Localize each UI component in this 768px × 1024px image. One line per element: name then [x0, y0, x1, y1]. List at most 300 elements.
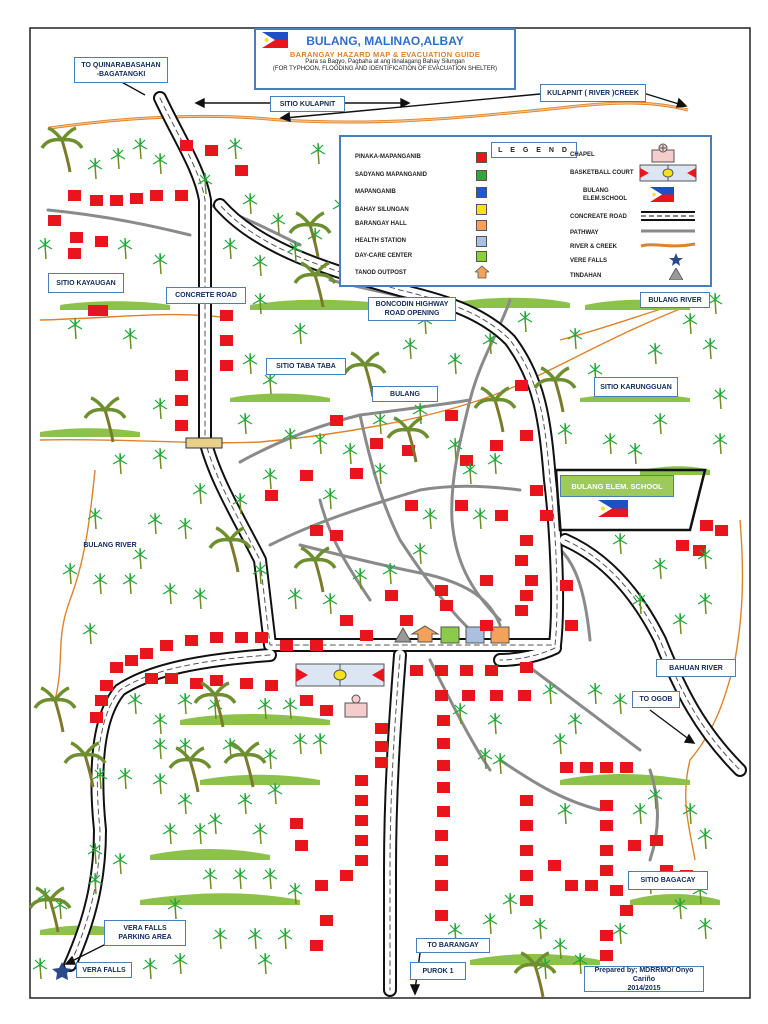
hazard-house	[437, 760, 450, 771]
palm-tree-icon	[613, 923, 627, 944]
large-tree-icon	[42, 128, 82, 172]
hazard-house	[68, 248, 81, 259]
palm-tree-icon	[613, 693, 627, 714]
palm-tree-icon	[153, 448, 167, 469]
chapel	[345, 695, 367, 717]
hazard-house	[600, 845, 613, 856]
palm-tree-icon	[713, 433, 727, 454]
hazard-house	[437, 806, 450, 817]
legend-label-chapel: CHAPEL	[570, 152, 595, 158]
palm-tree-icon	[698, 828, 712, 849]
hazard-house	[220, 335, 233, 346]
hazard-house	[620, 762, 633, 773]
school-flag-legend-icon	[650, 187, 674, 202]
palm-tree-icon	[153, 153, 167, 174]
palm-tree-icon	[653, 413, 667, 434]
hazard-house	[385, 590, 398, 601]
hazard-house	[95, 305, 108, 316]
legend-title: L E G E N D	[491, 142, 577, 158]
hazard-house	[610, 885, 623, 896]
tindahan-icon	[395, 628, 411, 642]
palm-tree-icon	[703, 338, 717, 359]
hazard-house	[95, 236, 108, 247]
palm-tree-icon	[153, 253, 167, 274]
palm-tree-icon	[178, 693, 192, 714]
hazard-house	[220, 360, 233, 371]
hazard-house	[290, 818, 303, 829]
hazard-house	[175, 420, 188, 431]
hazard-house	[490, 440, 503, 451]
hazard-house	[462, 690, 475, 701]
palm-tree-icon	[698, 593, 712, 614]
label-purok-1: PUROK 1	[410, 962, 466, 980]
hazard-house	[375, 741, 388, 752]
label-sitio-taba-taba: SITIO TABA TABA	[266, 358, 346, 375]
hazard-house	[355, 835, 368, 846]
hazard-house	[600, 865, 613, 876]
palm-tree-icon	[311, 143, 325, 164]
palm-tree-icon	[93, 573, 107, 594]
hazard-house	[515, 555, 528, 566]
legend-label-tindahan: TINDAHAN	[570, 273, 602, 279]
hazard-house	[110, 662, 123, 673]
palm-tree-icon	[278, 928, 292, 949]
river-legend-icon	[639, 240, 697, 250]
hazard-house	[185, 635, 198, 646]
legend-label-barangay-hall: BARANGAY HALL	[355, 221, 407, 227]
palm-tree-icon	[488, 713, 502, 734]
palm-tree-icon	[448, 353, 462, 374]
hazard-house	[515, 605, 528, 616]
palm-tree-icon	[153, 738, 167, 759]
hazard-house	[490, 690, 503, 701]
pathway-legend-icon	[639, 227, 697, 235]
palm-tree-icon	[553, 733, 567, 754]
hazard-house	[580, 762, 593, 773]
large-tree-icon	[295, 548, 335, 592]
palm-tree-icon	[163, 583, 177, 604]
hazard-house	[70, 232, 83, 243]
day-care-center-icon	[441, 627, 459, 643]
label-vera-falls-parking: VERA FALLS PARKING AREA	[104, 920, 186, 946]
legend-swatch-barangay-hall	[476, 220, 487, 231]
hazard-house	[460, 665, 473, 676]
hazard-house	[565, 620, 578, 631]
hazard-house	[310, 525, 323, 536]
map-title: BULANG, MALINAO,ALBAY	[306, 34, 464, 48]
hazard-house	[518, 690, 531, 701]
palm-tree-icon	[208, 813, 222, 834]
kulapnit-creek-inner	[50, 103, 688, 128]
hazard-house	[520, 662, 533, 673]
hazard-house	[620, 905, 633, 916]
bahuan-river	[686, 520, 743, 860]
palm-tree-icon	[293, 323, 307, 344]
hazard-house	[160, 640, 173, 651]
hazard-house	[175, 370, 188, 381]
palm-tree-icon	[203, 868, 217, 889]
palm-tree-icon	[558, 803, 572, 824]
hazard-house	[565, 880, 578, 891]
palm-tree-icon	[268, 783, 282, 804]
tanod-outpost-legend-icon	[475, 265, 489, 279]
palm-tree-icon	[123, 328, 137, 349]
legend-swatch-sadyang-mapanganid	[476, 170, 487, 181]
vera-falls-legend-icon	[669, 253, 683, 267]
hazard-house	[435, 830, 448, 841]
hazard-house	[320, 705, 333, 716]
palm-tree-icon	[648, 788, 662, 809]
label-vera-falls: VERA FALLS	[76, 962, 132, 978]
hazard-house	[280, 640, 293, 651]
legend-label-pathway: PATHWAY	[570, 230, 599, 236]
map-subtitle: BARANGAY HAZARD MAP & EVACUATION GUIDE	[289, 50, 481, 59]
palm-tree-icon	[323, 488, 337, 509]
palm-tree-icon	[628, 443, 642, 464]
label-to-ogob: TO OGOB	[632, 691, 680, 708]
hazard-house	[240, 678, 253, 689]
hazard-house	[140, 648, 153, 659]
hazard-house	[520, 535, 533, 546]
palm-tree-icon	[243, 353, 257, 374]
hazard-house	[310, 640, 323, 651]
hazard-house	[520, 795, 533, 806]
hazard-house	[405, 500, 418, 511]
legend-label-bulang-elem-school: BULANG ELEM.SCHOOL	[583, 188, 628, 202]
palm-tree-icon	[148, 513, 162, 534]
palm-tree-icon	[568, 713, 582, 734]
palm-tree-icon	[193, 483, 207, 504]
hazard-house	[700, 520, 713, 531]
hazard-house	[330, 415, 343, 426]
hazard-house	[175, 190, 188, 201]
palm-tree-icon	[488, 453, 502, 474]
kulapnit-creek	[50, 103, 688, 128]
hazard-house	[145, 673, 158, 684]
hazard-house	[95, 695, 108, 706]
palm-tree-icon	[423, 508, 437, 529]
hazard-house	[355, 795, 368, 806]
label-to-quinarabasahan: TO QUINARABASAHAN -BAGATANGKI	[74, 57, 168, 83]
hazard-house	[600, 820, 613, 831]
hazard-house	[600, 762, 613, 773]
hazard-house	[600, 950, 613, 961]
hazard-house	[375, 757, 388, 768]
map-tagalog-subtitle: Para sa Bagyo, Pagbaha at ang itinalagang Bahay Silungan	[305, 59, 465, 65]
palm-tree-icon	[63, 563, 77, 584]
basketball-court	[296, 664, 384, 686]
hazard-house	[540, 510, 553, 521]
label-boncodin-highway: BONCODIN HIGHWAY ROAD OPENING	[368, 297, 456, 321]
palm-tree-icon	[253, 255, 267, 276]
palm-tree-icon	[113, 853, 127, 874]
hazard-house	[375, 723, 388, 734]
hazard-house	[165, 673, 178, 684]
concrete-road-legend-icon	[639, 209, 697, 223]
hazard-house	[235, 165, 248, 176]
palm-tree-icon	[258, 953, 272, 974]
hazard-house	[600, 930, 613, 941]
hazard-house	[560, 580, 573, 591]
palm-tree-icon	[403, 338, 417, 359]
hazard-house	[350, 468, 363, 479]
legend-label-pinaka-mapanganib: PINAKA-MAPANGANIB	[355, 154, 421, 160]
hazard-house	[100, 680, 113, 691]
hazard-house	[445, 410, 458, 421]
hazard-house	[355, 855, 368, 866]
hazard-house	[400, 615, 413, 626]
palm-tree-icon	[118, 238, 132, 259]
tindahan-legend-icon	[669, 268, 683, 280]
legend-swatch-health-station	[476, 236, 487, 247]
basketball-court-legend-icon	[639, 164, 697, 182]
palm-tree-icon	[193, 823, 207, 844]
label-kulapnit-creek: KULAPNIT ( RIVER )CREEK	[540, 84, 646, 102]
hazard-house	[265, 490, 278, 501]
hazard-house	[628, 840, 641, 851]
legend-label-bahay-silungan: BAHAY SILUNGAN	[355, 207, 409, 213]
label-to-barangay: TO BARANGAY	[416, 938, 490, 953]
map-english-subtitle: (FOR TYPHOON, FLOODING AND IDENTIFICATION OF EVACUATION SHELTER)	[272, 66, 498, 72]
hazard-house	[235, 632, 248, 643]
legend-swatch-pinaka-mapanganib	[476, 152, 487, 163]
hazard-house	[130, 193, 143, 204]
palm-tree-icon	[243, 193, 257, 214]
hazard-house	[355, 815, 368, 826]
hazard-house	[210, 675, 223, 686]
palm-tree-icon	[613, 533, 627, 554]
palm-tree-icon	[153, 773, 167, 794]
hazard-house	[435, 690, 448, 701]
palm-tree-icon	[588, 683, 602, 704]
hazard-house	[437, 782, 450, 793]
label-bulang-elem-school: BULANG ELEM. SCHOOL	[560, 475, 674, 497]
hazard-house	[560, 762, 573, 773]
legend-label-mapanganib: MAPANGANIB	[355, 189, 396, 195]
philippine-flag-icon	[262, 32, 288, 48]
palm-tree-icon	[68, 318, 82, 339]
bulang-river-left	[55, 470, 95, 700]
hazard-house	[125, 655, 138, 666]
hazard-house	[175, 395, 188, 406]
palm-tree-icon	[38, 238, 52, 259]
hazard-house	[255, 632, 268, 643]
hazard-house	[180, 140, 193, 151]
label-bulang-river-ne: BULANG RIVER	[640, 292, 710, 308]
palm-tree-icon	[288, 588, 302, 609]
hazard-house	[530, 485, 543, 496]
hazard-house	[320, 915, 333, 926]
hazard-house	[205, 145, 218, 156]
palm-tree-icon	[213, 928, 227, 949]
palm-tree-icon	[193, 588, 207, 609]
barangay-hall-icon	[491, 627, 509, 643]
palm-tree-icon	[373, 413, 387, 434]
hazard-house	[480, 575, 493, 586]
hazard-house	[295, 840, 308, 851]
palm-tree-icon	[233, 868, 247, 889]
palm-tree-icon	[503, 893, 517, 914]
map-title-box	[254, 28, 516, 90]
large-tree-icon	[35, 688, 75, 732]
hazard-house	[315, 880, 328, 891]
chapel-legend-icon	[650, 141, 676, 163]
hazard-house	[410, 665, 423, 676]
hazard-house	[676, 540, 689, 551]
palm-tree-icon	[163, 823, 177, 844]
palm-tree-icon	[83, 623, 97, 644]
legend-label-basketball-court: BASKETBALL COURT	[570, 170, 634, 176]
hazard-house	[520, 590, 533, 601]
hazard-house	[370, 438, 383, 449]
palm-tree-icon	[178, 518, 192, 539]
palm-tree-icon	[128, 693, 142, 714]
palm-tree-icon	[293, 733, 307, 754]
school-flag-icon	[598, 500, 628, 517]
hazard-house	[48, 215, 61, 226]
legend-label-river-creek: RIVER & CREEK	[570, 244, 618, 250]
hazard-house	[520, 870, 533, 881]
legend-label-vere-falls: VERE FALLS	[570, 258, 608, 264]
hazard-house	[480, 620, 493, 631]
palm-tree-icon	[248, 928, 262, 949]
hazard-house	[435, 910, 448, 921]
legend-label-tanod-outpost: TANOD OUTPOST	[355, 270, 407, 276]
palm-tree-icon	[173, 953, 187, 974]
hazard-house	[520, 895, 533, 906]
palm-tree-icon	[713, 388, 727, 409]
palm-tree-icon	[518, 311, 532, 332]
label-bulang: BULANG	[372, 386, 438, 402]
palm-tree-icon	[111, 148, 125, 169]
bridge	[186, 438, 222, 448]
palm-tree-icon	[253, 823, 267, 844]
bulang-river-upper	[40, 305, 690, 443]
hazard-house	[150, 190, 163, 201]
palm-tree-icon	[698, 918, 712, 939]
palm-tree-icon	[558, 423, 572, 444]
palm-tree-icon	[683, 803, 697, 824]
label-sitio-bagacay: SITIO BAGACAY	[628, 871, 708, 890]
palm-tree-icon	[463, 463, 477, 484]
palm-tree-icon	[313, 733, 327, 754]
palm-tree-icon	[473, 508, 487, 529]
hazard-house	[355, 775, 368, 786]
legend-label-concreate-road: CONCREATE ROAD	[570, 214, 627, 220]
hazard-house	[437, 738, 450, 749]
palm-tree-icon	[323, 593, 337, 614]
palm-tree-icon	[118, 768, 132, 789]
hazard-house	[90, 712, 103, 723]
palm-tree-icon	[263, 748, 277, 769]
palm-tree-icon	[228, 138, 242, 159]
hazard-house	[440, 600, 453, 611]
hazard-house	[435, 585, 448, 596]
hazard-house	[435, 855, 448, 866]
label-prepared-by: Prepared by; MDRRMO/ Onyo Cariño 2014/2015	[584, 966, 704, 992]
palm-tree-icon	[633, 803, 647, 824]
palm-tree-icon	[143, 958, 157, 979]
palm-tree-icon	[648, 343, 662, 364]
hazard-house	[520, 845, 533, 856]
palm-tree-icon	[238, 793, 252, 814]
legend-label-sadyang-mapanganid: SADYANG MAPANGANID	[355, 172, 428, 178]
large-tree-icon	[170, 748, 210, 792]
palm-tree-icon	[223, 238, 237, 259]
palm-tree-icon	[533, 918, 547, 939]
hazard-house	[210, 632, 223, 643]
hazard-house	[265, 680, 278, 691]
legend-label-day-care-center: DAY-CARE CENTER	[355, 253, 413, 259]
label-bulang-river-west: BULANG RIVER	[83, 541, 137, 549]
legend-swatch-day-care-center	[476, 251, 487, 262]
palm-tree-icon	[343, 443, 357, 464]
hazard-house	[437, 715, 450, 726]
hazard-house	[68, 190, 81, 201]
hazard-house	[110, 195, 123, 206]
hazard-house	[600, 800, 613, 811]
palm-tree-icon	[153, 713, 167, 734]
hazard-house	[495, 510, 508, 521]
legend-swatch-mapanganib	[476, 187, 487, 198]
palm-tree-icon	[153, 398, 167, 419]
palm-tree-icon	[673, 613, 687, 634]
palm-tree-icon	[263, 868, 277, 889]
hazard-house	[435, 880, 448, 891]
large-tree-icon	[30, 888, 70, 932]
palm-tree-icon	[653, 558, 667, 579]
legend-swatch-bahay-silungan	[476, 204, 487, 215]
hazard-house	[300, 470, 313, 481]
hazard-house	[520, 820, 533, 831]
palm-tree-icon	[263, 373, 277, 394]
label-sitio-kulapnit: SITIO KULAPNIT	[270, 96, 345, 112]
hazard-house	[90, 195, 103, 206]
palm-tree-icon	[568, 328, 582, 349]
hazard-house	[340, 615, 353, 626]
label-sitio-kayaugan: SITIO KAYAUGAN	[48, 273, 124, 293]
hazard-house	[460, 455, 473, 466]
hazard-house	[310, 940, 323, 951]
hazard-house	[715, 525, 728, 536]
label-bahuan-river: BAHUAN RIVER	[656, 659, 736, 677]
legend-label-health-station: HEALTH STATION	[355, 238, 406, 244]
palm-tree-icon	[33, 958, 47, 979]
hazard-house	[455, 500, 468, 511]
hazard-house	[585, 880, 598, 891]
hazard-house	[220, 310, 233, 321]
label-concrete-road: CONCRETE ROAD	[166, 287, 246, 304]
hazard-house	[520, 430, 533, 441]
legend	[339, 135, 712, 287]
hazard-house	[435, 665, 448, 676]
label-sitio-karungguan: SITIO KARUNGGUAN	[594, 377, 678, 397]
palm-tree-icon	[263, 468, 277, 489]
palm-tree-icon	[238, 413, 252, 434]
hazard-house	[330, 530, 343, 541]
hazard-house	[300, 695, 313, 706]
palm-tree-icon	[683, 313, 697, 334]
palm-tree-icon	[478, 748, 492, 769]
palm-tree-icon	[178, 793, 192, 814]
hazard-house	[525, 575, 538, 586]
hazard-house	[548, 860, 561, 871]
hazard-house	[485, 665, 498, 676]
hazard-house	[340, 870, 353, 881]
palm-tree-icon	[483, 913, 497, 934]
palm-tree-icon	[113, 453, 127, 474]
hazard-house	[360, 630, 373, 641]
